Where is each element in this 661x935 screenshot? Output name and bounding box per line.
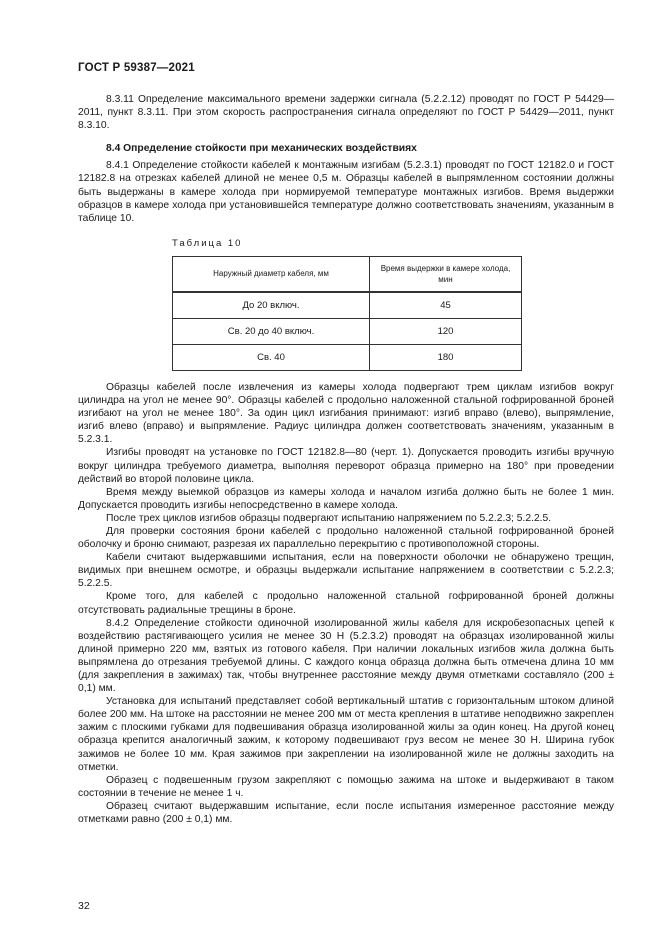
table-header-diameter: Наружный диаметр кабеля, мм (173, 256, 370, 292)
section-heading-8-4: 8.4 Определение стойкости при механических воздействиях (106, 143, 417, 155)
table-row (173, 318, 522, 344)
paragraph: Для проверки состояния брони кабелей с продольно наложенной стальной гофрированной броней оболочку и броню снимают, разрезая их параллельно перекрытию с противоположной стороны. (78, 525, 614, 551)
table-cell-time: 45 (370, 292, 522, 319)
table-header-time: Время выдержки в камере холода, мин (370, 256, 522, 292)
paragraph-8-4-1: 8.4.1 Определение стойкости кабелей к монтажным изгибам (5.2.3.1) проводят по ГОСТ 12182.0 и ГОСТ 12182.8 на отрезках кабелей длиной не менее 0,5 м. Образцы кабелей в выпрямленном состоянии должны быть выдержаны в камере холода при нормируемой температуре монтажных изгибов. Время выдержки образцов в камере холода при установившейся температуре должно соответствовать значениям, указанным в таблице 10. (78, 160, 614, 224)
table-row (173, 344, 522, 370)
paragraph: Установка для испытаний представляет собой вертикальный штатив с горизонтальным штоком длиной более 200 мм. На штоке на расстоянии не менее 200 мм от места крепления в штативе неподвижно закреплен зажим с плоскими губками для подвешивания образца изолированной жилы за один конец. На другой конец образца крепится аналогичный зажим, к которому подвешивают груз весом не менее 30 Н. Ширина губок зажимов не более 10 мм. Края зажимов при закреплении на изолированной жиле не должны заходить на отметки. (78, 696, 614, 773)
table-row (173, 292, 522, 319)
table-cell-diameter: До 20 включ. (173, 292, 370, 319)
paragraph: Образец считают выдержавшим испытание, если после испытания измеренное расстояние между отметками равно (200 ± 0,1) мм. (78, 800, 614, 826)
paragraph: Время между выемкой образцов из камеры холода и началом изгиба должно быть не более 1 мин. Допускается проводить изгибы непосредственно в камере холода. (78, 486, 614, 511)
table-cell-time: 120 (370, 318, 522, 344)
paragraph: Изгибы проводят на установке по ГОСТ 12182.8—80 (черт. 1). Допускается проводить изгибы вручную вокруг цилиндра требуемого диаметра, выполняя переворот образца примерно на 180° при проведении действий во второй половине цикла. (78, 447, 614, 485)
document-header: ГОСТ Р 59387—2021 (78, 62, 195, 74)
paragraph-8-4-2: 8.4.2 Определение стойкости одиночной изолированной жилы кабеля для искробезопасных цепей к воздействию растягивающего усилия не менее 30 Н (5.2.3.2) проводят на образцах изолированной жилы длиной примерно 220 мм, взятых из готового кабеля. При наличии локальных изгибов жила должна быть выпрямлена до отрезания требуемой длины. С каждого конца образца должна быть отмечена длина 10 мм (для закрепления в зажимах) так, чтобы внутреннее расстояние между двумя отметками составляло (200 ± 0,1) мм. (78, 617, 614, 695)
paragraph: Образцы кабелей после извлечения из камеры холода подвергают трем циклам изгибов вокруг цилиндра на угол не менее 90°. Образцы кабелей с продольно наложенной стальной гофрированной броней изгибают на угол не менее 180°. За один цикл изгибания принимают: изгиб вправо (влево), выпрямление, изгиб влево (вправо) и выпрямление. Радиус цилиндра должен соответствовать значениям, указанным в 5.2.3.1. (78, 381, 614, 446)
paragraph: После трех циклов изгибов образцы подвергают испытанию напряжением по 5.2.2.3; 5.2.2.5. (106, 512, 552, 524)
paragraph: Кроме того, для кабелей с продольно наложенной стальной гофрированной броней должны отсутствовать радиальные трещины в броне. (78, 591, 614, 616)
table-cell-diameter: Св. 20 до 40 включ. (173, 318, 370, 344)
table-header-row (173, 256, 522, 292)
table-caption: Таблица 10 (172, 237, 243, 249)
table-cell-diameter: Св. 40 (173, 344, 370, 370)
paragraph: Образец с подвешенным грузом закрепляют с помощью зажима на штоке и выдерживают в таком состоянии в течение не менее 1 ч. (78, 774, 614, 799)
table-cell-time: 180 (370, 344, 522, 370)
table-10 (172, 256, 522, 371)
paragraph-8-3-11: 8.3.11 Определение максимального времени задержки сигнала (5.2.2.12) проводят по ГОСТ Р 54429—2011, пункт 8.3.11. При этом скорость распространения сигнала определяют по ГОСТ Р 54429—2011, пункт 8.3.10. (78, 94, 614, 132)
paragraph: Кабели считают выдержавшими испытания, если на поверхности оболочки не обнаружено трещин, видимых при внешнем осмотре, и образцы выдержали испытание напряжением в соответствии с 5.2.2.3; 5.2.2.5. (78, 552, 614, 590)
page-content (78, 93, 614, 826)
page-number: 32 (78, 900, 90, 912)
